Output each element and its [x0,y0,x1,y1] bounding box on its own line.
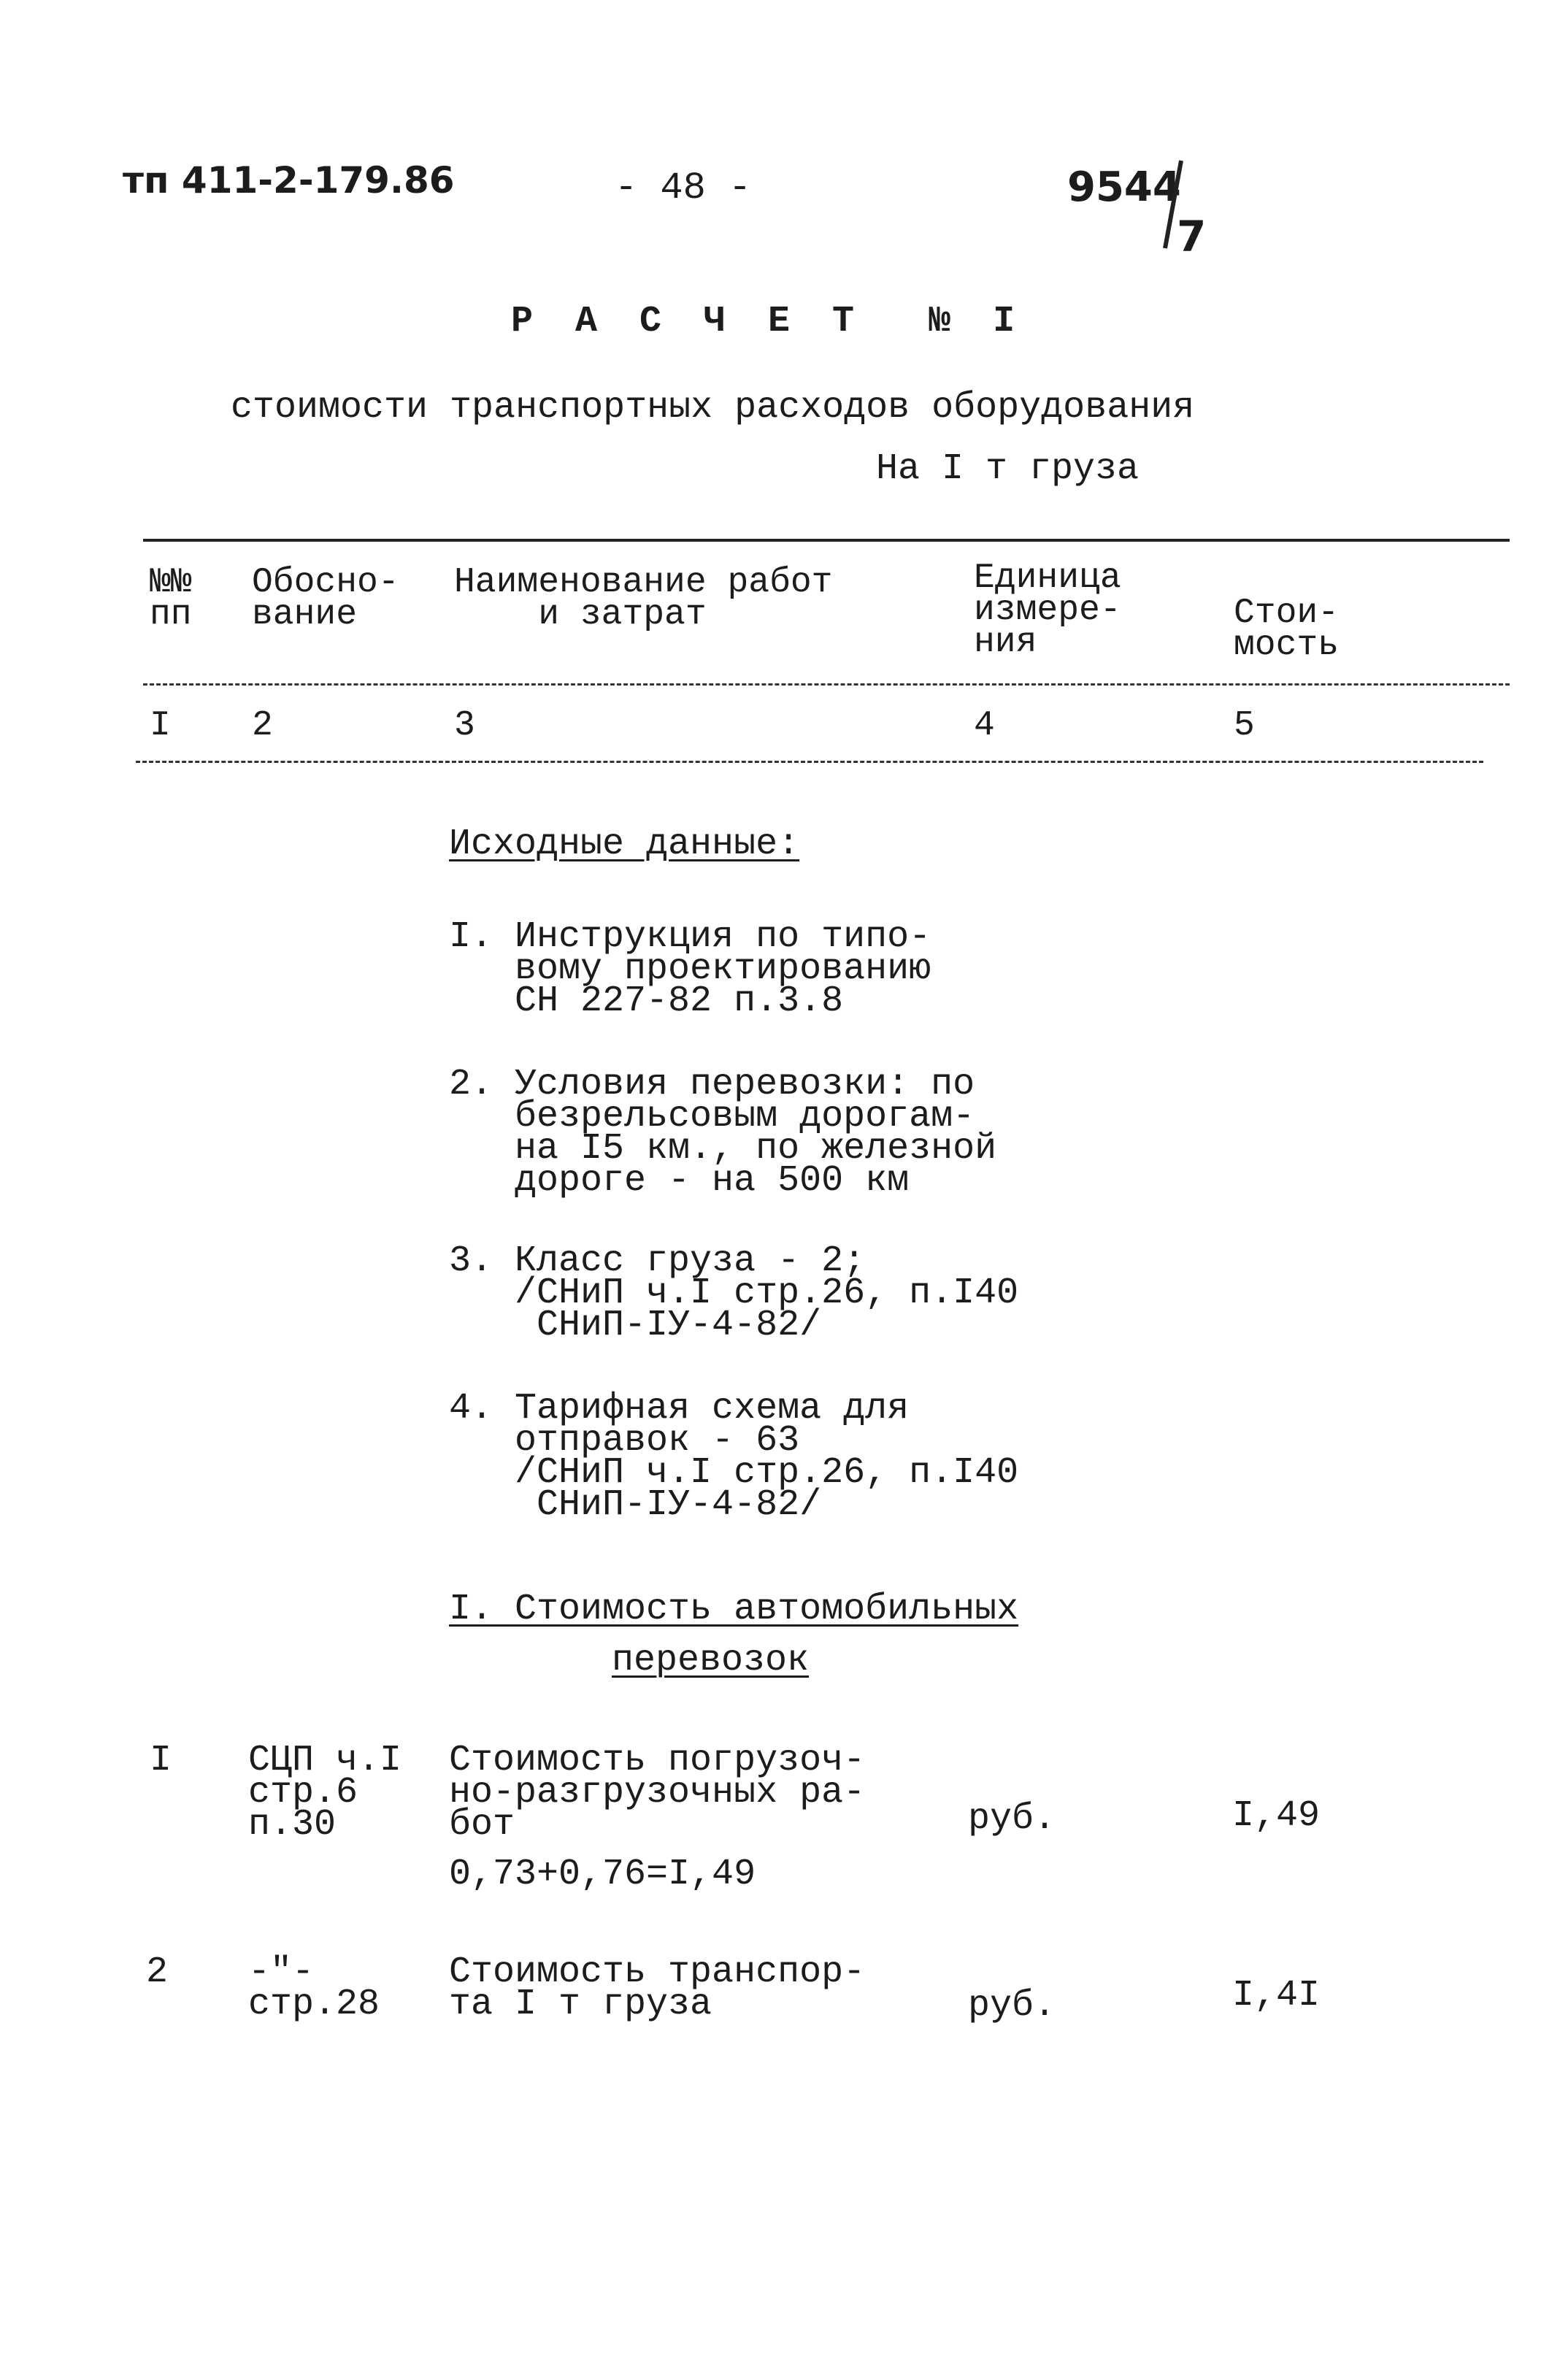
archive-number: 9544 [1067,164,1181,211]
row-2-cost: I,4I [1232,1975,1321,2016]
initial-data-heading: Исходные данные: [449,824,800,865]
document-code: тп 411-2-179.86 [123,159,455,201]
column-number-4: 4 [974,706,995,745]
row-2-name: Стоимость транспор- та I т груза [449,1951,866,2025]
sheet-number: 7 [1177,212,1207,261]
column-number-3: 3 [454,706,475,745]
row-2-number: 2 [146,1951,169,1993]
row-1-number: I [150,1740,172,1781]
per-unit-note: На I т груза [876,448,1140,490]
row-1-cost: I,49 [1232,1795,1321,1837]
document-heading: Р А С Ч Е Т № I [511,301,1026,342]
row-1-calc: 0,73+0,76=I,49 [449,1854,756,1895]
column-header-cost: Стои- мость [1234,594,1340,665]
document-subtitle: стоимости транспортных расходов оборудования [231,387,1195,429]
row-2-unit: руб. [968,1985,1056,2027]
column-header-name: Наименование работ и затрат [454,563,833,634]
page-number: - 48 - [615,166,752,210]
column-number-2: 2 [252,706,273,745]
row-1-name: Стоимость погрузоч- но-разгрузочных ра- бот [449,1740,866,1846]
column-header-basis: Обосно- вание [252,563,399,634]
row-1-basis: СЦП ч.I стр.6 п.30 [248,1740,402,1846]
section-heading-line-2: перевозок [612,1640,810,1681]
initial-data-item-1: I. Инструкция по типо- вому проектированию СН 227-82 п.3.8 [449,916,931,1022]
column-header-number: №№ пп [150,563,192,634]
column-number-1: I [150,706,171,745]
column-number-5: 5 [1234,706,1255,745]
initial-data-item-2: 2. Условия перевозки: по безрельсовым дорогам- на I5 км., по железной дороге - на 500 км [449,1064,997,1202]
initial-data-item-3: 3. Класс груза - 2; /СНиП ч.I стр.26, п.I40 СНиП-IУ-4-82/ [449,1240,1019,1346]
initial-data-item-4: 4. Тарифная схема для отправок - 63 /СНиП ч.I стр.26, п.I40 СНиП-IУ-4-82/ [449,1388,1019,1526]
table-top-rule [143,539,1510,542]
table-header-rule [143,683,1510,686]
row-1-unit: руб. [968,1798,1056,1840]
section-heading-line-1: I. Стоимость автомобильных [449,1589,1019,1630]
row-2-basis: -"- стр.28 [248,1951,380,2025]
table-numbers-rule [136,761,1483,763]
column-header-unit: Единица измере- ния [974,558,1121,662]
